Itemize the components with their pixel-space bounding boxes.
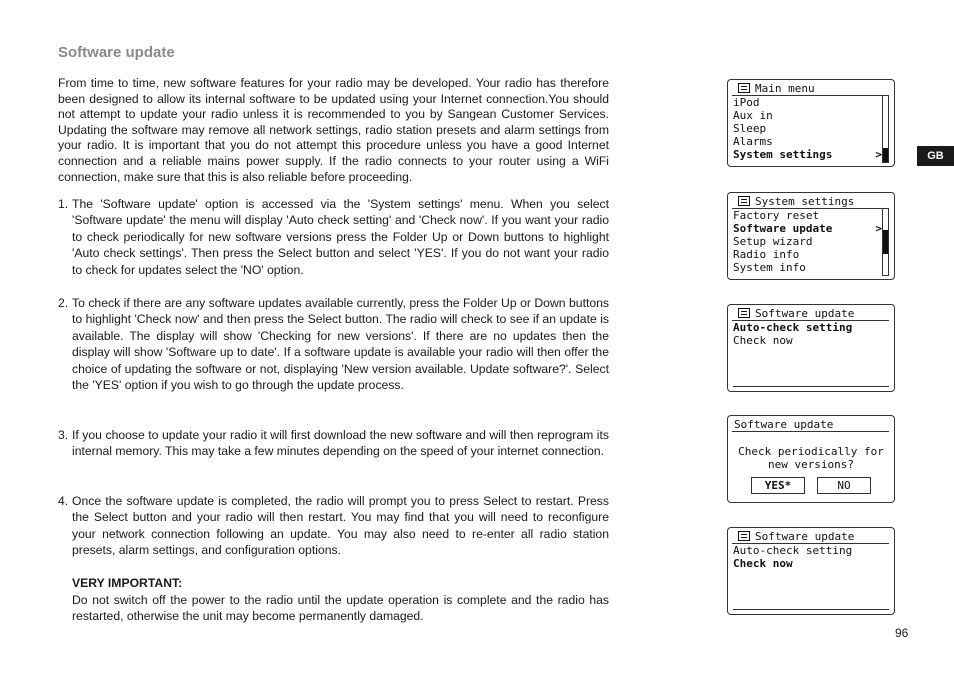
- menu-icon: [738, 531, 750, 541]
- lcd-auto-check-prompt: [727, 415, 895, 503]
- important-text: Do not switch off the power to the radio until the update operation is complete and the radio has restarted, otherwise the unit may become permanently damaged.: [72, 593, 609, 624]
- title-underline: [732, 431, 889, 432]
- menu-item-setup-wizard: Setup wizard: [733, 235, 813, 248]
- step-number: 1.: [58, 197, 69, 211]
- language-tab: GB: [917, 146, 954, 166]
- menu-icon: [738, 83, 750, 93]
- scroll-thumb: [883, 230, 888, 254]
- menu-item-aux-in: Aux in: [733, 109, 773, 122]
- lcd-title: Software update: [734, 418, 834, 431]
- menu-item-system-info: System info: [733, 261, 806, 274]
- lcd-software-update-check: [727, 527, 895, 615]
- intro-paragraph: From time to time, new software features for your radio may be developed. Your radio has therefore been designed to allow its internal software to be updated using your Internet connection.You should not attempt to update your radio unless it is recommended to you by Sangean Customer Services. Updating the software may remove all network settings, radio station presets and alarm settings from your radio. It is important that you do not attempt this procedure unless you have a good Internet connection and a reliable mains power supply. If the radio connects to your router using a WiFi connection, make sure that this is also reliable before proceeding.: [58, 76, 609, 184]
- bottom-line: [733, 386, 889, 387]
- menu-item-factory-reset: Factory reset: [733, 209, 820, 222]
- page-number: 96: [895, 626, 909, 640]
- yes-label: YES: [764, 479, 785, 492]
- step-text: To check if there are any software updates available currently, press the Folder Up or Down buttons to highlight 'Check now' and then press the Select button. The radio will check to see if an update is available. The display will show 'Checking for new versions'. If there are no updates then the display will show 'Software up to date'. If a software update is available your radio will then offer the choice of updating the software or not, displaying 'New version available. Update software?'. Select the 'YES' option if you wish to go through the update process.: [72, 296, 609, 393]
- scrollbar: [882, 95, 889, 163]
- step-2: [58, 295, 609, 393]
- menu-item-alarms: Alarms: [733, 135, 773, 148]
- important-title: VERY IMPORTANT:: [72, 576, 183, 590]
- step-1: [58, 196, 609, 278]
- section-heading: Software update: [58, 44, 175, 61]
- no-option: NO: [817, 477, 871, 494]
- step-number: 3.: [58, 428, 69, 442]
- menu-item-auto-check: Auto-check setting: [733, 321, 853, 334]
- lcd-title: System settings: [755, 195, 855, 208]
- menu-item-auto-check: Auto-check setting: [733, 544, 853, 557]
- scrollbar: [882, 208, 889, 276]
- step-4: [58, 493, 609, 559]
- scroll-thumb: [883, 148, 888, 162]
- step-text: If you choose to update your radio it will first download the new software and will then reprogram its internal memory. This may take a few minutes depending on the speed of your internet connection.: [72, 428, 609, 459]
- menu-icon: [738, 308, 750, 318]
- lcd-title: Software update: [755, 530, 855, 543]
- menu-item-radio-info: Radio info: [733, 248, 800, 261]
- step-number: 4.: [58, 494, 69, 508]
- prompt-line-1: Check periodically for: [738, 445, 884, 458]
- step-3: [58, 427, 609, 460]
- selected-star-icon: *: [784, 479, 792, 492]
- menu-item-software-update: Software update: [733, 222, 833, 235]
- lcd-title: Software update: [755, 307, 855, 320]
- lcd-system-settings: [727, 192, 895, 280]
- step-text: Once the software update is completed, the radio will prompt you to press Select to restart. Press the Select button and your radio will then restart. You may find that you will need to reconfigure your network connection following an update. You may also need to re-enter all radio station presets, alarm settings, and configuration options.: [72, 494, 609, 558]
- menu-item-check-now: Check now: [733, 334, 793, 347]
- submenu-arrow-icon: >: [875, 222, 882, 235]
- lcd-software-update-auto: [727, 304, 895, 392]
- menu-item-sleep: Sleep: [733, 122, 767, 135]
- menu-item-ipod: iPod: [733, 96, 760, 109]
- step-text: The 'Software update' option is accessed via the 'System settings' menu. When you select 'Software update' the menu will display 'Auto check setting' and 'Check now'. If you want your radio to check periodically for new software versions press the Folder Up or Down buttons to highlight 'Auto check settings'. Then press the Select button and select 'YES'. If you do not want your radio to check for updates select the 'NO' option.: [72, 197, 609, 277]
- menu-item-check-now: Check now: [733, 557, 793, 570]
- lcd-main-menu: [727, 79, 895, 167]
- step-number: 2.: [58, 296, 69, 310]
- menu-item-system-settings: System settings: [733, 148, 833, 161]
- prompt-line-2: new versions?: [767, 458, 855, 471]
- bottom-line: [733, 609, 889, 610]
- yes-option: [751, 477, 805, 494]
- lcd-title: Main menu: [755, 82, 815, 95]
- menu-icon: [738, 196, 750, 206]
- submenu-arrow-icon: >: [875, 148, 882, 161]
